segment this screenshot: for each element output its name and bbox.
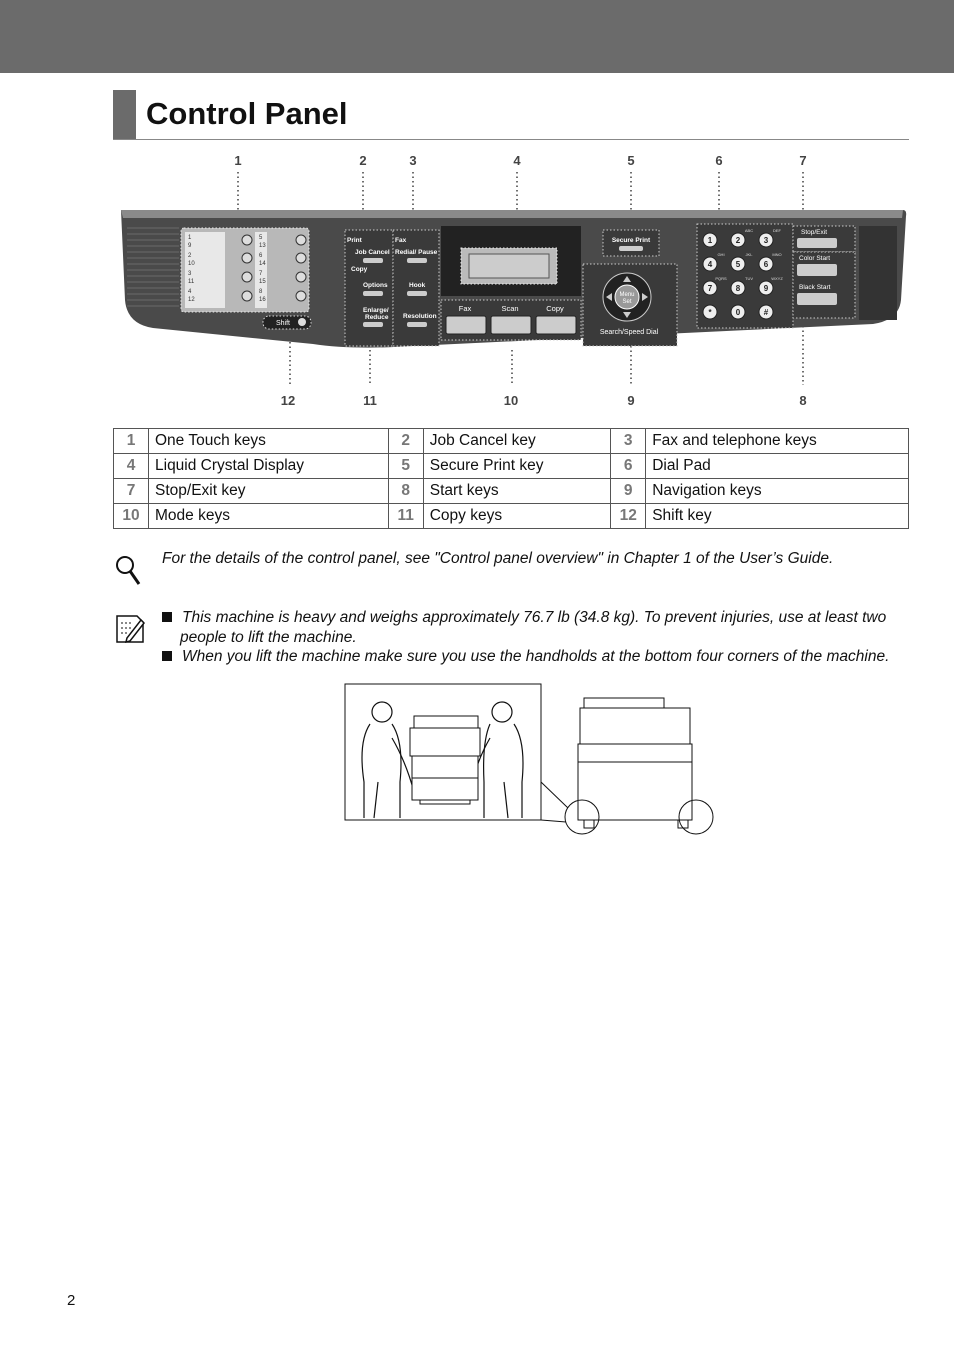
svg-text:1: 1 [188,235,192,241]
svg-text:4: 4 [707,260,713,269]
svg-text:2: 2 [735,236,741,245]
legend-number: 12 [611,504,646,529]
control-panel-diagram [113,150,913,412]
legend-number: 9 [611,479,646,504]
legend-number: 8 [388,479,423,504]
shift-label: Shift [276,320,291,327]
legend-label: Secure Print key [423,454,610,479]
svg-text:3: 3 [188,271,192,277]
heading-marker [113,90,136,139]
svg-text:Fax: Fax [458,304,472,313]
legend-number: 3 [611,429,646,454]
svg-text:9: 9 [763,284,769,293]
svg-text:Color Start: Color Start [799,255,831,262]
svg-text:5: 5 [259,235,263,241]
svg-text:Set: Set [622,299,632,305]
svg-text:GHI: GHI [717,252,725,257]
svg-text:0: 0 [735,308,741,317]
table-row [114,454,909,479]
bullet-icon [162,651,172,661]
legend-number: 10 [114,504,149,529]
note-bullet-2: When you lift the machine make sure you use the handholds at the bottom four corners of the machine. [162,647,932,667]
legend-number: 7 [114,479,149,504]
note-bullet-1-cont: people to lift the machine. [180,629,357,646]
svg-text:Menu: Menu [619,292,635,298]
svg-text:Scan: Scan [501,304,519,313]
header-bar [0,0,954,73]
svg-text:Black Start: Black Start [799,284,831,291]
svg-text:14: 14 [259,261,266,267]
callout-12: 12 [280,393,296,408]
svg-text:Redial/ Pause: Redial/ Pause [395,249,438,256]
svg-text:Fax: Fax [395,237,407,244]
svg-text:12: 12 [188,297,195,303]
callout-3: 3 [409,153,417,168]
svg-text:Search/Speed Dial: Search/Speed Dial [599,329,659,336]
svg-text:Hook: Hook [409,282,426,289]
svg-text:11: 11 [188,279,195,285]
svg-text:8: 8 [735,284,741,293]
svg-text:#: # [763,308,769,317]
svg-text:16: 16 [259,297,266,303]
svg-text:Reduce: Reduce [365,314,389,321]
callout-7: 7 [799,153,807,168]
svg-text:7: 7 [707,284,713,293]
legend-number: 6 [611,454,646,479]
svg-text:9: 9 [188,243,192,249]
section-heading [113,90,909,140]
legend-label: Navigation keys [646,479,909,504]
legend-label: Dial Pad [646,454,909,479]
legend-number: 1 [114,429,149,454]
legend-label: Copy keys [423,504,610,529]
callout-9: 9 [627,393,635,408]
svg-text:15: 15 [259,279,266,285]
svg-text:Job Cancel: Job Cancel [355,249,390,256]
note-bullet-1: This machine is heavy and weighs approximately 76.7 lb (34.8 kg). To prevent injuries, use at least two [162,608,922,628]
callout-10: 10 [503,393,519,408]
svg-text:Stop/Exit: Stop/Exit [801,229,828,236]
heading-rule [113,139,909,140]
page-number: 2 [67,1292,76,1309]
svg-text:Enlarge/: Enlarge/ [363,307,389,314]
svg-text:8: 8 [259,289,263,295]
svg-text:TUV: TUV [745,276,753,281]
callout-2: 2 [359,153,367,168]
callout-6: 6 [715,153,723,168]
svg-text:DEF: DEF [773,228,781,233]
svg-text:13: 13 [259,243,266,249]
svg-text:6: 6 [259,253,263,259]
magnifier-icon [113,554,143,588]
svg-text:WXYZ: WXYZ [771,276,783,281]
svg-text:PQRS: PQRS [715,276,727,281]
page-title: Control Panel [146,96,348,131]
svg-text:6: 6 [763,260,769,269]
legend-label: Shift key [646,504,909,529]
svg-text:Print: Print [347,237,362,244]
lifting-illustration [344,682,719,838]
table-row [114,504,909,529]
bullet-icon [162,612,172,622]
svg-text:Secure Print: Secure Print [611,237,651,244]
legend-label: Stop/Exit key [149,479,389,504]
callout-5: 5 [627,153,635,168]
svg-text:Copy: Copy [351,266,368,273]
svg-text:3: 3 [763,236,769,245]
svg-text:MNO: MNO [772,252,782,257]
legend-number: 4 [114,454,149,479]
legend-label: Job Cancel key [423,429,610,454]
legend-label: Fax and telephone keys [646,429,909,454]
svg-text:1: 1 [707,236,713,245]
svg-text:ABC: ABC [744,228,754,233]
note-pencil-icon [113,612,147,646]
callout-1: 1 [234,153,242,168]
table-row [114,479,909,504]
legend-number: 2 [388,429,423,454]
svg-text:4: 4 [188,289,192,295]
legend-label: Liquid Crystal Display [149,454,389,479]
svg-text:5: 5 [735,260,741,269]
svg-text:Options: Options [363,282,388,289]
legend-label: Start keys [423,479,610,504]
tip-text: For the details of the control panel, see "Control panel overview" in Chapter 1 of the User’s Guide. [162,550,834,567]
callout-4: 4 [513,153,521,168]
callout-11: 11 [363,393,377,408]
svg-text:7: 7 [259,271,263,277]
legend-label: Mode keys [149,504,389,529]
callout-8: 8 [799,393,807,408]
legend-table [113,428,909,529]
svg-text:*: * [708,308,712,317]
svg-text:JKL: JKL [745,252,753,257]
legend-number: 11 [388,504,423,529]
svg-text:2: 2 [188,253,192,259]
table-row [114,429,909,454]
legend-label: One Touch keys [149,429,389,454]
legend-number: 5 [388,454,423,479]
svg-text:10: 10 [188,261,195,267]
svg-text:Resolution: Resolution [403,313,437,320]
svg-text:Copy: Copy [546,304,564,313]
